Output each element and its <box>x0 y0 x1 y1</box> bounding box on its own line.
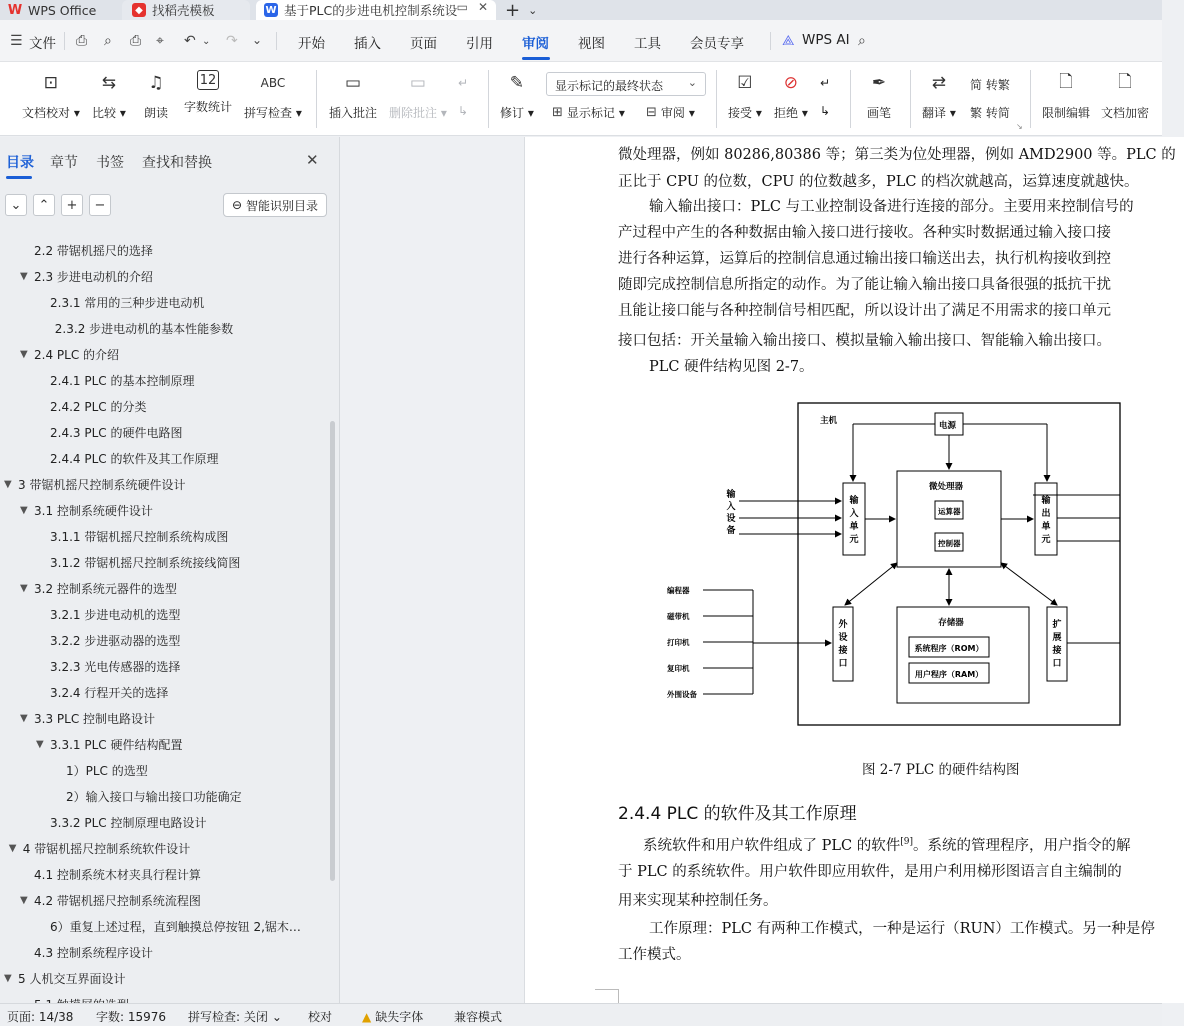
save-icon[interactable]: ⎙ <box>76 33 88 49</box>
menu-start[interactable]: 开始 <box>298 36 325 52</box>
toc-item-label: 2.4.1 PLC 的基本控制原理 <box>50 373 195 388</box>
active-tab-indicator <box>6 176 32 179</box>
menu-reference[interactable]: 引用 <box>466 36 493 52</box>
toc-item-label: 4.3 控制系统程序设计 <box>34 945 153 960</box>
power-label: 电源 <box>939 421 957 431</box>
toc-item-label: 3.1.2 带锯机摇尺控制系统接线简图 <box>50 555 241 570</box>
title-bar <box>0 0 1162 20</box>
toc-item[interactable] <box>0 679 326 705</box>
chevron-up-icon: ⌃ <box>38 197 50 213</box>
toc-item[interactable] <box>0 315 326 341</box>
toc-item[interactable] <box>0 809 326 835</box>
toc-item-label: 4.1 控制系统木材夹具行程计算 <box>34 867 201 882</box>
toc-item[interactable] <box>0 783 326 809</box>
caret-down-icon[interactable]: ▼ <box>20 712 28 724</box>
toc-item-label: 3.3.1 PLC 硬件结构配置 <box>50 737 183 752</box>
menu-review[interactable]: 审阅 <box>522 36 549 52</box>
status-bar <box>0 1003 1162 1026</box>
page-corner-mark <box>595 989 619 1003</box>
paragraph-line: 进行各种运算，运算后的控制信息通过输出接口输送出去，执行机构接收到控 <box>618 251 1111 267</box>
proofread-button[interactable]: ⊡ 文档校对 ▾ <box>22 70 80 121</box>
paragraph-line: 接口包括：开关量输入输出接口、模拟量输入输出接口、智能输入输出接口。 <box>618 333 1111 349</box>
document-area <box>341 137 1176 1003</box>
tab-document[interactable] <box>256 0 496 20</box>
markup-state-select[interactable] <box>546 72 706 96</box>
smart-icon: ⊖ <box>231 198 243 212</box>
to-simplified-label: 繁 转简 <box>970 106 1010 120</box>
input-device-label: 输入设备 <box>726 490 736 536</box>
toc-item-label: 3.2.1 步进电动机的选型 <box>50 607 181 622</box>
device-label: 打印机 <box>667 638 690 647</box>
word-count-icon: 12 <box>197 70 219 90</box>
toc-item-label: 3.3 PLC 控制电路设计 <box>34 711 156 726</box>
remove-heading-button[interactable] <box>89 194 111 216</box>
next-change-icon[interactable]: ↳ <box>820 104 831 118</box>
redo-icon[interactable]: ↷ <box>226 33 238 49</box>
accept-label: 接受 <box>728 106 753 120</box>
comment-delete-icon: ▭ <box>409 73 426 93</box>
chevron-down-icon[interactable]: ⌄ <box>528 3 538 17</box>
paragraph-line: 随即完成控制信息所指定的动作。为了能让输入输出接口具备很强的抵抗干扰 <box>618 277 1111 293</box>
show-markup-button[interactable]: ⊞ 显示标记 ▾ <box>552 105 625 120</box>
comment-plus-icon: ▭ <box>344 73 362 93</box>
device-label: 复印机 <box>667 664 690 673</box>
print-icon[interactable]: ⎙ <box>130 33 142 49</box>
read-aloud-icon: ♫ <box>148 73 164 93</box>
toc-item-label: 2）输入接口与输出接口功能确定 <box>66 789 242 804</box>
toc-item[interactable] <box>0 731 326 757</box>
insert-comment-label: 插入批注 <box>329 106 378 120</box>
caret-down-icon[interactable]: ▼ <box>20 504 28 516</box>
review-pane-button[interactable]: ⊟ 审阅 ▾ <box>646 105 695 120</box>
revise-icon: ✎ <box>509 73 525 93</box>
toc-item-label: 3.3.2 PLC 控制原理电路设计 <box>50 815 207 830</box>
toc-item[interactable] <box>0 497 326 523</box>
document-page[interactable] <box>524 137 1184 1003</box>
caret-down-icon[interactable]: ▼ <box>20 894 28 906</box>
minus-icon: − <box>94 197 106 213</box>
menu-bar <box>0 20 1162 62</box>
menu-view[interactable]: 视图 <box>578 36 605 52</box>
more-chevron-icon[interactable]: ⌄ <box>252 33 263 47</box>
menu-tools[interactable]: 工具 <box>634 36 661 52</box>
missing-font-label: 缺失字体 <box>375 1010 424 1024</box>
dialog-launcher-icon[interactable]: ↘ <box>1016 122 1023 131</box>
nav-tab-chapters[interactable]: 章节 <box>50 155 78 171</box>
toc-item-label: 3.1 控制系统硬件设计 <box>34 503 153 518</box>
compare-label: 比较 <box>92 106 117 120</box>
paragraph-line: 工作原理：PLC 有两种工作模式，一种是运行（RUN）工作模式。另一种是停 <box>649 921 1155 937</box>
print-preview-icon[interactable]: ⌖ <box>156 33 164 49</box>
missing-font-status[interactable] <box>362 1008 423 1025</box>
toc-item[interactable] <box>0 367 326 393</box>
toc-item[interactable] <box>0 705 326 731</box>
tab-label: 基于PLC的步进电机控制系统设 <box>284 3 458 18</box>
writer-logo-icon: W <box>265 4 277 16</box>
restrict-edit-label: 限制编辑 <box>1042 106 1091 120</box>
toc-item[interactable] <box>0 757 326 783</box>
menu-file[interactable]: 文件 <box>29 36 56 52</box>
toc-item[interactable] <box>0 575 326 601</box>
toc-item-label: 2.4.2 PLC 的分类 <box>50 399 147 414</box>
tab-label: WPS Office <box>28 2 97 18</box>
toc-item-label: 6）重复上述过程，直到触摸总停按钮 2,锯木… <box>50 919 301 934</box>
chevron-down-icon: ⌄ <box>10 197 22 213</box>
rom-label: 系统程序（ROM） <box>914 644 984 653</box>
input-unit-label: 输入单元 <box>849 496 859 545</box>
word-count-button[interactable] <box>184 70 232 115</box>
toc-item[interactable] <box>0 523 326 549</box>
encrypt-label: 文档加密 <box>1101 106 1150 120</box>
toc-item-label: 2.3.2 步进电动机的基本性能参数 <box>54 321 234 336</box>
proof-status[interactable]: 校对 <box>308 1010 333 1024</box>
accept-button[interactable]: ☑ 接受 ▾ <box>728 70 762 121</box>
navigation-pane <box>0 137 340 1003</box>
toc-item[interactable] <box>0 835 326 861</box>
toc-item[interactable] <box>0 393 326 419</box>
proofread-label: 文档校对 <box>22 106 71 120</box>
search-icon[interactable]: ⌕ <box>858 33 866 49</box>
collapse-down-button[interactable] <box>5 194 27 216</box>
read-aloud-button[interactable] <box>143 70 169 121</box>
show-markup-label: 显示标记 <box>566 106 615 120</box>
toc-item[interactable] <box>0 939 326 965</box>
chevron-down-icon: ⌄ <box>687 76 697 89</box>
reject-label: 拒绝 <box>774 106 799 120</box>
toc-item[interactable] <box>0 627 326 653</box>
toc-item-label: 2.3.1 常用的三种步进电动机 <box>50 295 205 310</box>
toc-item[interactable] <box>0 549 326 575</box>
undo-dropdown-icon[interactable]: ⌄ <box>202 36 211 47</box>
menu-insert[interactable]: 插入 <box>354 36 381 52</box>
page-indicator[interactable]: 页面: 14/38 <box>7 1010 74 1024</box>
toc-item-label: 3.2.3 光电传感器的选择 <box>50 659 181 674</box>
delete-comment-label: 删除批注 <box>389 106 438 120</box>
peripheral-box <box>833 607 853 681</box>
collapse-up-button[interactable] <box>33 194 55 216</box>
smart-toc-button[interactable] <box>223 193 327 217</box>
active-tab-indicator <box>522 57 550 60</box>
accept-icon: ☑ <box>737 73 753 93</box>
toc-item[interactable] <box>0 887 326 913</box>
to-simplified-button[interactable] <box>970 104 1010 121</box>
paragraph-line: 输入输出接口：PLC 与工业控制设备进行连接的部分。主要用来控制信号的 <box>649 199 1134 215</box>
caret-down-icon[interactable]: ▼ <box>20 348 28 360</box>
toc-item-label: 2.2 带锯机摇尺的选择 <box>34 243 153 258</box>
toc-list <box>0 237 330 1003</box>
restrict-edit-button[interactable] <box>1042 70 1090 121</box>
toc-item-label: 2.3 步进电动机的介绍 <box>34 269 153 284</box>
warning-icon: ▲ <box>362 1009 372 1024</box>
caret-down-icon[interactable]: ▼ <box>4 478 12 490</box>
paragraph-line: 微处理器，例如 80286,80386 等；第三类为位处理器，例如 AMD2900 等。PLC 的 <box>618 147 1176 163</box>
paragraph-line: 工作模式。 <box>618 947 691 963</box>
spell-check-button[interactable]: ABC 拼写检查 ▾ <box>244 70 302 121</box>
ink-button[interactable] <box>866 70 892 121</box>
host-label: 主机 <box>820 416 838 426</box>
storage-label: 存储器 <box>938 618 964 628</box>
toc-item-label: 4 带锯机摇尺控制系统软件设计 <box>22 841 191 856</box>
toc-item-label: 3.2.2 步进驱动器的选型 <box>50 633 181 648</box>
figure-caption: 图 2-7 PLC 的硬件结构图 <box>862 762 1020 778</box>
smart-toc-label: 智能识别目录 <box>246 198 319 213</box>
paragraph-line: 正比于 CPU 的位数，CPU 的位数越多，PLC 的档次就越高，运算速度就越快。 <box>618 174 1139 190</box>
new-tab-icon[interactable]: + <box>505 0 521 21</box>
encrypt-document-icon: 🗋 <box>1118 71 1132 92</box>
translate-button[interactable]: ⇄ 翻译 ▾ <box>922 70 956 121</box>
caret-down-icon[interactable]: ▼ <box>20 270 28 282</box>
reject-button[interactable]: ⊘ 拒绝 ▾ <box>774 70 808 121</box>
toc-item[interactable] <box>0 445 326 471</box>
menu-wps-ai[interactable]: WPS AI <box>802 32 850 48</box>
close-icon[interactable]: ✕ <box>477 0 488 14</box>
output-unit-label: 输出单元 <box>1041 496 1051 545</box>
plc-hardware-diagram <box>655 393 1062 723</box>
toc-item-label: 1）PLC 的选型 <box>66 763 148 778</box>
toc-item[interactable] <box>0 601 326 627</box>
spell-check-status[interactable]: 拼写检查: 关闭 ⌄ <box>188 1009 282 1024</box>
toc-item[interactable] <box>0 861 326 887</box>
caret-down-icon[interactable]: ▼ <box>8 842 17 854</box>
proofread-icon: ⊡ <box>43 73 59 93</box>
expansion-box <box>1047 607 1067 681</box>
toc-item[interactable] <box>0 289 326 315</box>
ram-label: 用户程序（RAM） <box>914 670 984 679</box>
review-pane-icon: ⊟ <box>646 105 657 120</box>
encrypt-button[interactable] <box>1101 70 1149 121</box>
translate-label: 翻译 <box>922 106 947 120</box>
review-pane-label: 审阅 <box>660 106 685 120</box>
tab-label: 找稻壳模板 <box>152 3 215 18</box>
toc-item-label: 5 人机交互界面设计 <box>18 971 126 986</box>
to-traditional-label: 简 转繁 <box>970 78 1010 92</box>
tab-template[interactable] <box>122 0 250 20</box>
citation[interactable]: [9] <box>900 837 913 848</box>
prev-comment-icon[interactable]: ↵ <box>458 76 469 90</box>
word-count[interactable]: 字数: 15976 <box>96 1010 167 1024</box>
toc-item-label: 2.4.4 PLC 的软件及其工作原理 <box>50 451 219 466</box>
compat-mode-status: 兼容模式 <box>454 1010 503 1024</box>
caret-down-icon[interactable]: ▼ <box>20 582 28 594</box>
device-label: 外围设备 <box>667 690 697 699</box>
read-aloud-label: 朗读 <box>143 106 168 120</box>
toc-item-label: 2.4.3 PLC 的硬件电路图 <box>50 425 183 440</box>
nav-tab-find-replace[interactable]: 查找和替换 <box>142 155 212 171</box>
revise-label: 修订 <box>500 106 525 120</box>
menu-vip[interactable]: 会员专享 <box>690 36 744 52</box>
plus-icon: + <box>66 197 78 213</box>
wps-ai-icon[interactable]: ⟁ <box>782 33 795 49</box>
toc-item-label: 3.2 控制系统元器件的选型 <box>34 581 177 596</box>
toc-item[interactable] <box>0 965 326 991</box>
paragraph-line: 且能让接口能与各种控制信号相匹配，所以设计出了满足不用需求的接口单元 <box>618 303 1111 319</box>
pen-icon: ✒ <box>871 73 887 93</box>
device-label: 磁带机 <box>667 612 690 621</box>
paragraph-line <box>643 834 1130 855</box>
window-icon[interactable]: ▭ <box>456 0 468 14</box>
controller-label: 控制器 <box>938 539 961 548</box>
lock-document-icon: 🗋 <box>1059 71 1073 92</box>
menu-page[interactable]: 页面 <box>410 36 437 52</box>
next-comment-icon[interactable]: ↳ <box>458 104 469 118</box>
docer-logo-icon: ◆ <box>132 3 146 17</box>
caret-down-icon[interactable]: ▼ <box>4 972 12 984</box>
wps-logo-icon: W <box>7 2 23 18</box>
toc-item-label: 3 带锯机摇尺控制系统硬件设计 <box>18 477 186 492</box>
cpu-label: 微处理器 <box>929 482 964 492</box>
device-label: 编程器 <box>667 586 690 595</box>
paragraph-line: 于 PLC 的系统软件。用户软件即应用软件，是用户利用梯形图语言自主编制的 <box>618 864 1122 880</box>
ribbon-toolbar <box>0 62 1162 136</box>
to-traditional-button[interactable] <box>970 76 1010 93</box>
reject-icon: ⊘ <box>783 73 799 93</box>
section-heading: 2.4.4 PLC 的软件及其工作原理 <box>618 804 857 824</box>
toc-item[interactable] <box>0 341 326 367</box>
toc-item-label: 3.2.4 行程开关的选择 <box>50 685 169 700</box>
revise-button[interactable]: ✎ 修订 ▾ <box>500 70 534 121</box>
compare-button[interactable]: ⇆ 比较 ▾ <box>92 70 126 121</box>
paragraph-text: 。系统的管理程序，用户指令的解 <box>912 838 1131 854</box>
paragraph-line: 产过程中产生的各种数据由输入接口进行接收。各种实时数据通过输入接口接 <box>618 225 1111 241</box>
nav-tab-toc[interactable]: 目录 <box>6 155 34 171</box>
ink-label: 画笔 <box>866 106 891 120</box>
paragraph-line: 用来实现某种控制任务。 <box>618 893 778 909</box>
paragraph-line: PLC 硬件结构见图 2-7。 <box>649 359 814 375</box>
alu-label: 运算器 <box>938 507 961 516</box>
pin-icon[interactable]: ⌕ <box>104 33 112 49</box>
toc-item-label: 3.1.1 带锯机摇尺控制系统构成图 <box>50 529 229 544</box>
toc-item-label: 2.4 PLC 的介绍 <box>34 347 120 362</box>
insert-comment-button[interactable] <box>329 70 377 121</box>
toc-item-label: 4.2 带锯机摇尺控制系统流程图 <box>34 893 201 908</box>
close-icon[interactable]: ✕ <box>306 151 319 169</box>
caret-down-icon[interactable]: ▼ <box>36 738 44 750</box>
paragraph-text: 系统软件和用户软件组成了 PLC 的软件 <box>643 838 901 854</box>
add-heading-button[interactable] <box>61 194 83 216</box>
toc-item[interactable] <box>0 263 326 289</box>
expansion-label: 扩展接口 <box>1052 620 1062 669</box>
toc-item[interactable] <box>0 653 326 679</box>
delete-comment-button[interactable]: ▭ 删除批注 ▾ <box>389 70 447 121</box>
spell-check-label: 拼写检查 <box>244 106 293 120</box>
markup-state-value: 显示标记的最终状态 <box>555 79 664 93</box>
word-count-label: 字数统计 <box>184 100 233 114</box>
hamburger-icon[interactable]: ☰ <box>10 33 23 49</box>
tab-wps-office[interactable] <box>8 0 120 20</box>
toc-item[interactable] <box>0 913 326 939</box>
show-markup-icon: ⊞ <box>552 105 563 120</box>
peripheral-label: 外设接口 <box>838 620 848 669</box>
prev-change-icon[interactable]: ↵ <box>820 76 831 90</box>
undo-icon[interactable]: ↶ <box>184 33 196 49</box>
toc-item[interactable] <box>0 471 326 497</box>
spell-check-icon: ABC <box>260 76 286 90</box>
nav-tab-bookmarks[interactable]: 书签 <box>96 155 124 171</box>
nav-scrollbar[interactable] <box>330 421 335 881</box>
toc-item[interactable] <box>0 237 326 263</box>
compare-icon: ⇆ <box>101 73 117 93</box>
toc-item[interactable] <box>0 419 326 445</box>
spell-check-status-label: 拼写检查: 关闭 <box>188 1010 268 1024</box>
translate-icon: ⇄ <box>931 73 947 93</box>
